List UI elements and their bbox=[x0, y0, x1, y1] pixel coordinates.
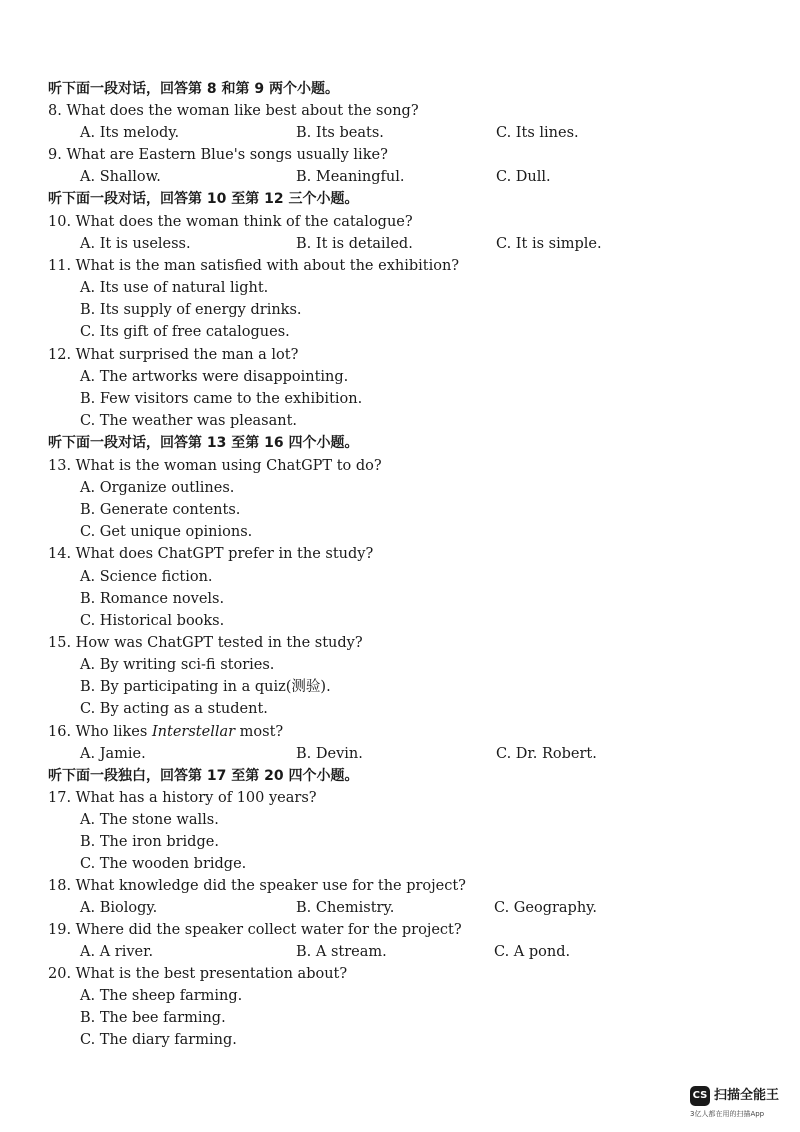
q10-option-a: A. It is useless. bbox=[80, 236, 191, 252]
q17-option-c: C. The wooden bridge. bbox=[80, 856, 247, 872]
q15-option-a: A. By writing sci-fi stories. bbox=[80, 657, 275, 673]
q13-option-c: C. Get unique opinions. bbox=[80, 524, 253, 540]
question-14: 14. What does ChatGPT prefer in the study? bbox=[48, 546, 374, 562]
q11-option-c: C. Its gift of free catalogues. bbox=[80, 324, 290, 340]
q14-option-c: C. Historical books. bbox=[80, 613, 225, 629]
question-9: 9. What are Eastern Blue's songs usually like? bbox=[48, 147, 388, 163]
camscanner-name: 扫描全能王 bbox=[714, 1088, 780, 1103]
question-8: 8. What does the woman like best about the song? bbox=[48, 103, 419, 119]
q10-option-c: C. It is simple. bbox=[496, 236, 602, 252]
q12-option-c: C. The weather was pleasant. bbox=[80, 413, 298, 429]
q17-option-b: B. The iron bridge. bbox=[80, 834, 219, 850]
q16-film-title: Interstellar bbox=[151, 724, 236, 740]
q10-option-b: B. It is detailed. bbox=[296, 236, 413, 252]
q18-option-a: A. Biology. bbox=[80, 900, 158, 916]
camscanner-tagline: 3亿人都在用的扫描App bbox=[690, 1110, 765, 1118]
q16-prefix: 16. Who likes bbox=[48, 724, 152, 740]
question-18: 18. What knowledge did the speaker use for the project? bbox=[48, 878, 466, 894]
q9-option-b: B. Meaningful. bbox=[296, 169, 405, 185]
q9-option-a: A. Shallow. bbox=[80, 169, 161, 185]
q14-option-b: B. Romance novels. bbox=[80, 591, 225, 607]
q9-option-c: C. Dull. bbox=[496, 169, 551, 185]
q11-option-b: B. Its supply of energy drinks. bbox=[80, 302, 302, 318]
question-11: 11. What is the man satisfied with about the exhibition? bbox=[48, 258, 460, 274]
q8-option-b: B. Its beats. bbox=[296, 125, 384, 141]
question-16 bbox=[48, 723, 283, 741]
q18-option-c: C. Geography. bbox=[494, 900, 598, 916]
q12-option-b: B. Few visitors came to the exhibition. bbox=[80, 391, 363, 407]
question-20: 20. What is the best presentation about? bbox=[48, 966, 348, 982]
q16-option-c: C. Dr. Robert. bbox=[496, 746, 597, 762]
q16-option-a: A. Jamie. bbox=[80, 746, 146, 762]
q8-option-a: A. Its melody. bbox=[80, 125, 180, 141]
section-heading: 听下面一段独白，回答第 17 至第 20 四个小题。 bbox=[48, 768, 359, 784]
section-heading: 听下面一段对话，回答第 8 和第 9 两个小题。 bbox=[48, 81, 339, 97]
question-17: 17. What has a history of 100 years? bbox=[48, 790, 317, 806]
camscanner-logo-icon: CS bbox=[690, 1086, 710, 1106]
q12-option-a: A. The artworks were disappointing. bbox=[80, 369, 349, 385]
q20-option-c: C. The diary farming. bbox=[80, 1032, 237, 1048]
q15-option-c: C. By acting as a student. bbox=[80, 701, 268, 717]
q18-option-b: B. Chemistry. bbox=[296, 900, 395, 916]
q19-option-c: C. A pond. bbox=[494, 944, 571, 960]
question-12: 12. What surprised the man a lot? bbox=[48, 347, 299, 363]
q8-option-c: C. Its lines. bbox=[496, 125, 579, 141]
question-19: 19. Where did the speaker collect water for the project? bbox=[48, 922, 462, 938]
q16-option-b: B. Devin. bbox=[296, 746, 363, 762]
question-13: 13. What is the woman using ChatGPT to do? bbox=[48, 458, 382, 474]
section-heading: 听下面一段对话，回答第 10 至第 12 三个小题。 bbox=[48, 191, 359, 207]
q11-option-a: A. Its use of natural light. bbox=[80, 280, 269, 296]
question-10: 10. What does the woman think of the catalogue? bbox=[48, 214, 413, 230]
q16-suffix: most? bbox=[235, 724, 284, 740]
q14-option-a: A. Science fiction. bbox=[80, 569, 213, 585]
q19-option-b: B. A stream. bbox=[296, 944, 387, 960]
q20-option-a: A. The sheep farming. bbox=[80, 988, 243, 1004]
q13-option-b: B. Generate contents. bbox=[80, 502, 241, 518]
q17-option-a: A. The stone walls. bbox=[80, 812, 219, 828]
q15-option-b: B. By participating in a quiz(测验). bbox=[80, 679, 331, 695]
q13-option-a: A. Organize outlines. bbox=[80, 480, 235, 496]
scanner-watermark bbox=[690, 1086, 790, 1122]
q19-option-a: A. A river. bbox=[80, 944, 154, 960]
question-15: 15. How was ChatGPT tested in the study? bbox=[48, 635, 363, 651]
q20-option-b: B. The bee farming. bbox=[80, 1010, 226, 1026]
section-heading: 听下面一段对话，回答第 13 至第 16 四个小题。 bbox=[48, 435, 359, 451]
